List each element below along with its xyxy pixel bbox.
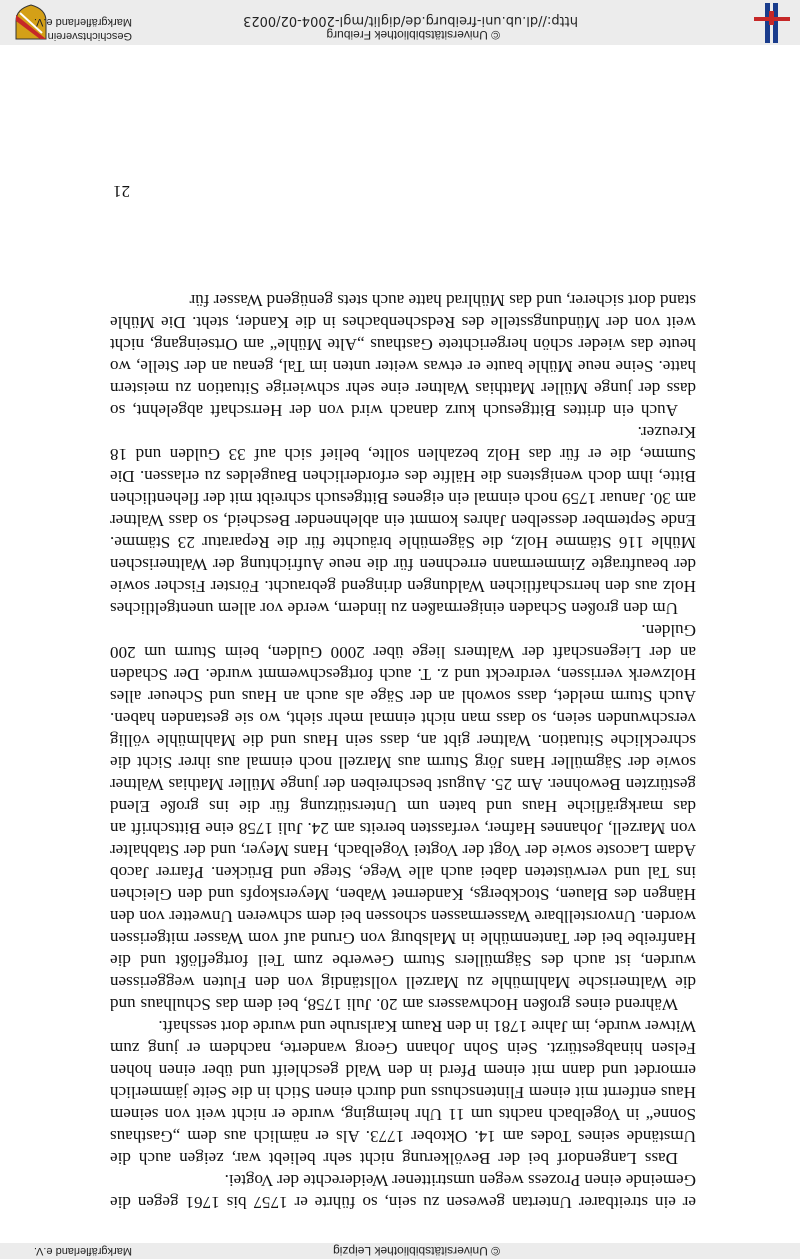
paragraph: Um den großen Schaden einigermaßen zu lindern, werde vor allem unentgeltliches Holz aus den herrschaftlichen Waldungen dringend gebraucht. Förster Fischer sowie der beauftragte Zimmermann errechnen für die neue Aufrichtung der Waltnerischen Mühle 116 Stämme Holz, die Sägemühle bräuchte für die Reparatur 23 Stämme. Ende September desselben Jahres kommt ein ablehnender Bescheid, so dass Waltner am 30. Januar 1759 noch einmal ein eigenes Bittgesuch schreibt mit der flehentlichen Bitte, ihm doch wenigstens die Hälfte des erforderlichen Baugeldes zu erlassen. Die Summe, die er für das Holz bezahlen sollte, belief sich auf 33 Gulden und 18 Kreuzer. xyxy=(110,423,696,618)
society-name-line2: Markgräflerland e.V. xyxy=(33,16,132,28)
paragraph: Dass Langendorf bei der Bevölkerung nicht sehr beliebt war, zeigen auch die Umstände seines Todes am 14. Oktober 1773. Als er nämlich aus dem „Gasthaus Sonne“ in Vogelbach nachts um 11 Uhr heimging, wurde er nicht weit von seinem Haus entfernt mit einem Flintenschuss und durch einen Stich in die Seite jämmerlich ermordet und dann mit einem Pferd in den Wald geschleift und über einen hohen Felsen hinabgestürzt. Sein Sohn Johann Georg wanderte, nachdem er jung zum Witwer wurde, im Jahre 1781 in den Raum Karlsruhe und wurde dort sesshaft. xyxy=(110,1017,696,1168)
header-bar xyxy=(0,1243,800,1259)
society-name-line1: Geschichtsverein xyxy=(47,30,132,42)
page-number: 21 xyxy=(113,182,130,201)
permalink-url[interactable]: http://dl.ub.uni-freiburg.de/diglit/mgl-2004-02/0023 xyxy=(243,13,578,28)
paragraph: Auch ein drittes Bittgesuch kurz danach wird von der Herrschaft abgelehnt, so dass der junge Müller Matthias Waltner eine sehr schwierige Situation zu meistern hatte. Seine neue Mühle baute er etwas weiter unten im Tal, genau an der Stelle, wo heute das wieder schön hergerichtete Gasthaus „Alte Mühle“ am Ortseingang, nicht weit von der Mündungsstelle des Redschenbaches in die Kander, steht. Die Mühle stand dort sicherer, und das Mühlrad hatte auch stets genügend Wasser für xyxy=(110,291,696,420)
library-credit: © Universitätsbibliothek Freiburg xyxy=(326,28,500,42)
provenance-bar xyxy=(0,0,800,45)
paragraph: er ein streitbarer Untertan gewesen zu sein, so führte er 1757 bis 1761 gegen die Gemeinde einen Prozess wegen umstrittener Weiderechte der Vogtei. xyxy=(110,1171,696,1212)
university-library-logo-icon xyxy=(752,3,792,43)
footer-society-text: Markgräflerland e.V. xyxy=(33,1245,132,1257)
page-body xyxy=(110,289,696,1213)
footer-library-text: © Universitätsbibliothek Leipzig xyxy=(333,1244,500,1258)
paragraph: Während eines großen Hochwassers am 20. Juli 1758, bei dem das Schulhaus und die Waltnerische Mahlmühle zu Marzell vollständig von den Fluten weggerissen wurden, ist auch des Sägmüllers Sturm Gewerbe zum Teil fortgeflößt und die Hanfreibe bei der Tantenmühle in Malsburg von Grund auf vom Wasser mitgerissen worden. Unvorstellbare Wassermassen schossen bei dem schweren Unwetter von den Hängen des Blauen, Stockbergs, Kandernet Waben, Meyerskopfs und den Gleichen ins Tal und verwüsteten dabei auch alle Wege, Stege und Brücken. Pfarrer Jacob Adam Lacoste sowie der Vogt der Vogtei Vogelbach, Hans Meyer, und der Stabhalter von Marzell, Johannes Hafner, verfassten bereits am 24. Juli 1758 eine Bittschrift an das markgräfliche Haus und baten um Unterstützung für die ins große Elend gestürzten Bewohner. Am 25. August beschreiben der junge Müller Mathias Waltner sowie der Sägmüller Hans Jörg Sturm aus Marzell noch einmal aus ihrer Sicht die schreckliche Situation. Waltner gibt an, dass sein Haus und die Mahlmühle völlig verschwunden seien, so dass man nicht einmal mehr sieht, wo sie gestanden haben. Auch Sturm meldet, dass sowohl an der Säge als auch an Haus und Scheuer alles Holzwerk verrissen, verdreckt und z. T. auch fortgeschwemmt wurde. Der Schaden an der Liegenschaft der Waltners liege über 2000 Gulden, beim Sturm um 200 Gulden. xyxy=(110,621,696,1014)
